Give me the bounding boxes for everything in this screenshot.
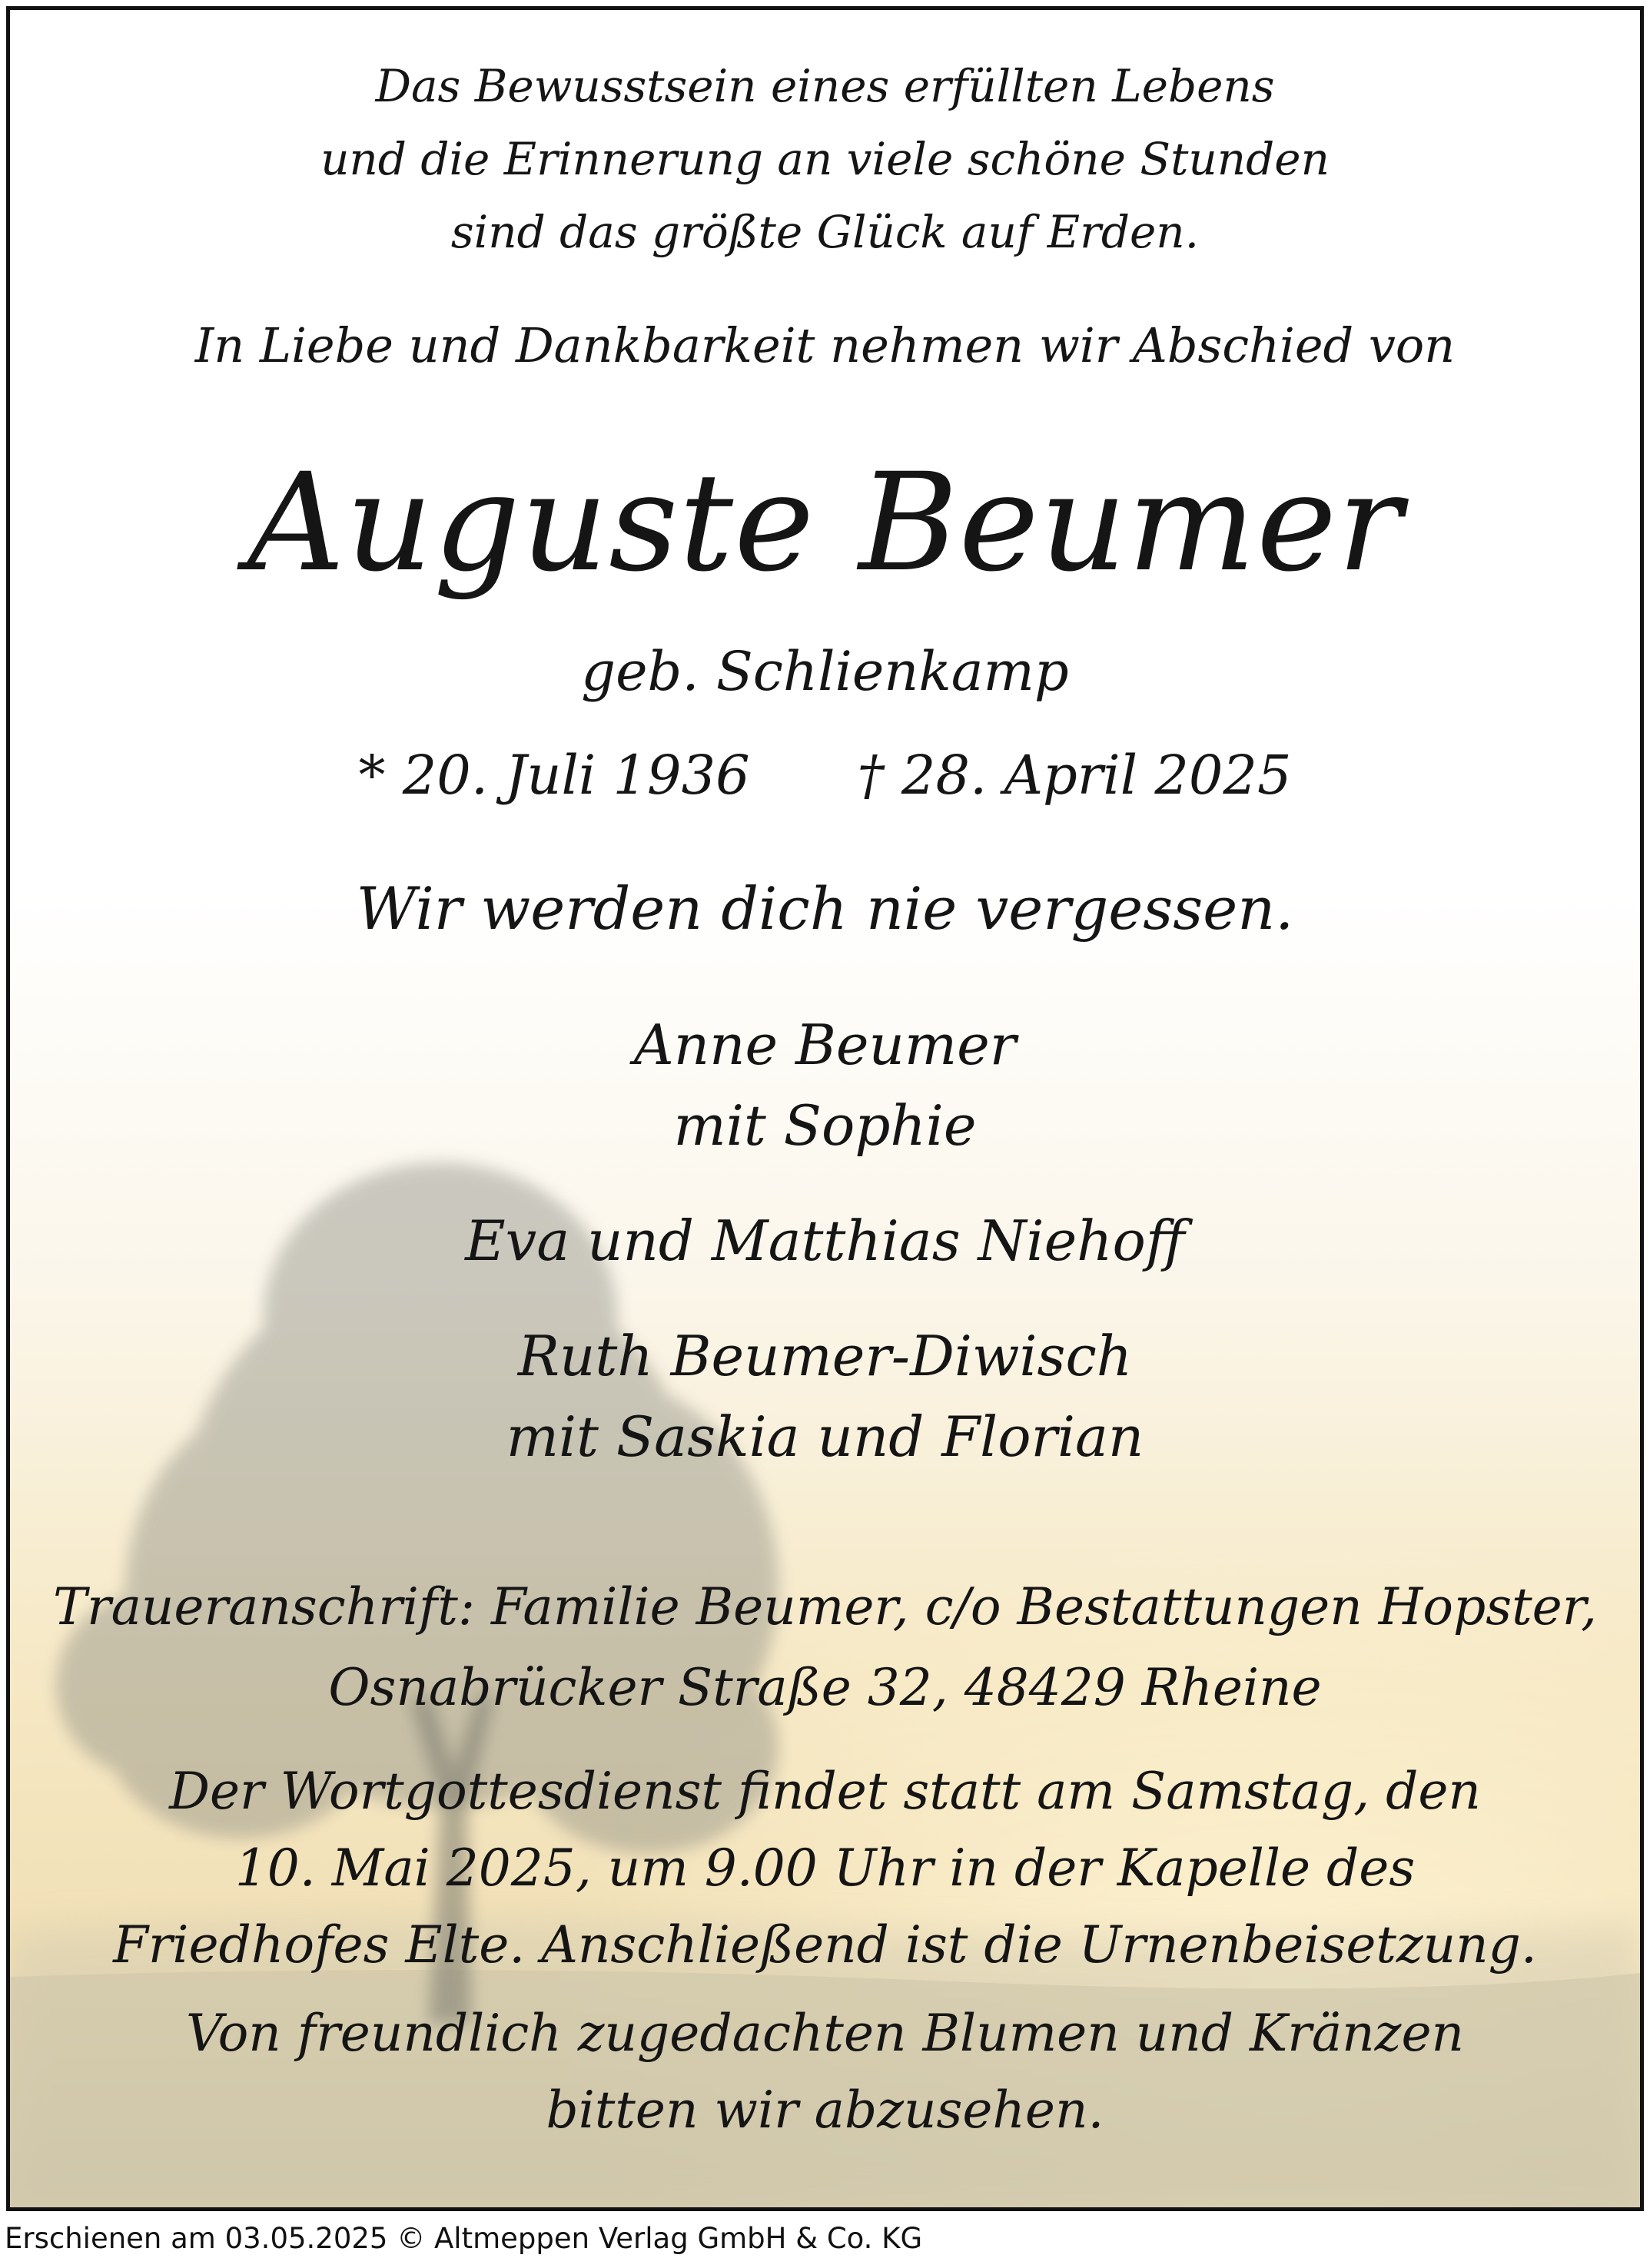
mourner-line: mit Sophie	[673, 1093, 977, 1158]
mourner-line: mit Saskia und Florian	[506, 1404, 1144, 1469]
farewell-line: In Liebe und Dankbarkeit nehmen wir Abschied von	[194, 317, 1456, 373]
obituary-notice	[6, 6, 1644, 2211]
mourning-address-line-2: Osnabrücker Straße 32, 48429 Rheine	[328, 1658, 1322, 1717]
mourner-line: Eva und Matthias Niehoff	[465, 1209, 1185, 1273]
service-info-line-3: Friedhofes Elte. Anschließend ist die Urnenbeisetzung.	[113, 1915, 1537, 1975]
service-info-line-2: 10. Mai 2025, um 9.00 Uhr in der Kapelle des	[234, 1839, 1416, 1898]
intro-verse-line-2: und die Erinnerung an viele schöne Stunden	[320, 133, 1330, 185]
mourning-address-line-1: Traueranschrift: Familie Beumer, c/o Bestattungen Hopster,	[53, 1577, 1597, 1636]
birth-date: * 20. Juli 1936	[358, 744, 750, 807]
mourner-line: Ruth Beumer-Diwisch	[517, 1324, 1133, 1388]
notice-content	[10, 10, 1640, 2207]
flowers-note-line-2: bitten wir abzusehen.	[546, 2081, 1104, 2140]
intro-verse-line-1: Das Bewusstsein eines erfüllten Lebens	[375, 60, 1275, 112]
death-date: † 28. April 2025	[857, 744, 1292, 807]
intro-verse-line-3: sind das größte Glück auf Erden.	[450, 206, 1200, 258]
life-dates	[10, 744, 1640, 807]
mourner-line: Anne Beumer	[633, 1013, 1017, 1077]
birth-name: geb. Schlienkamp	[581, 640, 1069, 703]
motto: Wir werden dich nie vergessen.	[356, 874, 1294, 943]
flowers-note-line-1: Von freundlich zugedachten Blumen und Kränzen	[185, 2004, 1465, 2063]
publication-footer: Erschienen am 03.05.2025 © Altmeppen Verlag GmbH & Co. KG	[5, 2222, 923, 2255]
deceased-name: Auguste Beumer	[247, 444, 1403, 602]
service-info-line-1: Der Wortgottesdienst findet statt am Samstag, den	[169, 1762, 1481, 1821]
